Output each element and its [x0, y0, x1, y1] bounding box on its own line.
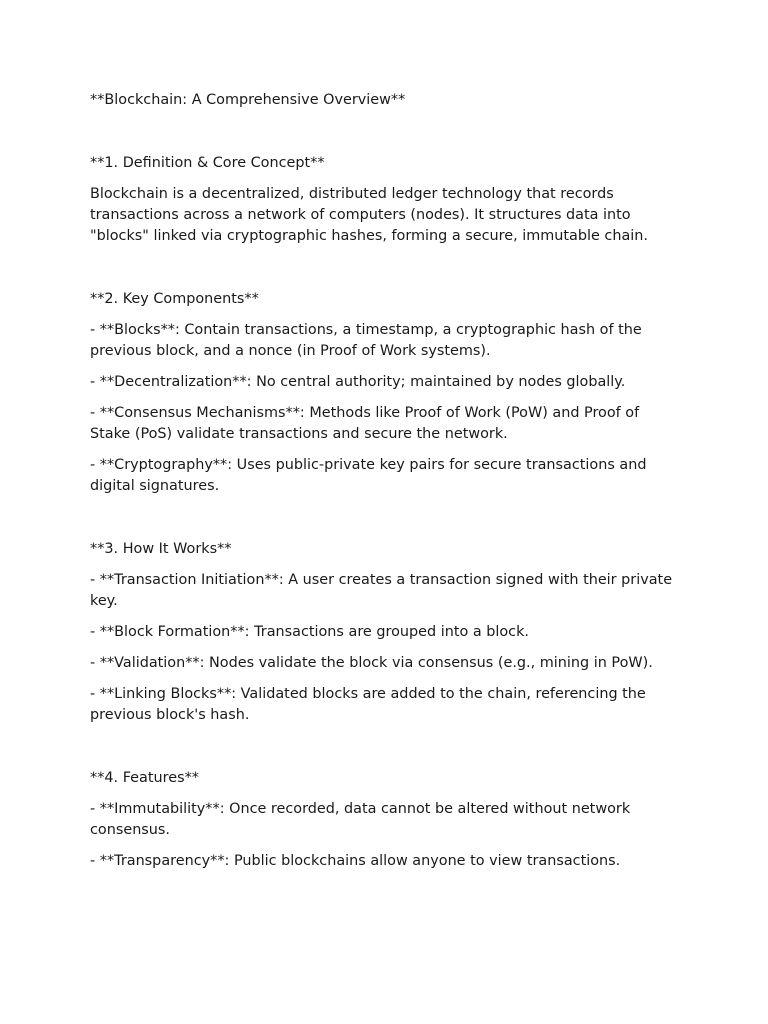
list-item: - **Cryptography**: Uses public-private key pairs for secure transactions and digital signatures.: [90, 457, 647, 494]
list-item: - **Transparency**: Public blockchains allow anyone to view transactions.: [90, 853, 621, 869]
section-features: [90, 768, 678, 872]
list-item: - **Consensus Mechanisms**: Methods like Proof of Work (PoW) and Proof of Stake (PoS) validate transactions and secure the network.: [90, 405, 640, 442]
section-heading: **1. Definition & Core Concept**: [90, 155, 325, 171]
section-heading: **3. How It Works**: [90, 541, 232, 557]
list-item: - **Decentralization**: No central authority; maintained by nodes globally.: [90, 374, 626, 390]
list-item: - **Block Formation**: Transactions are grouped into a block.: [90, 624, 529, 640]
list-item: - **Validation**: Nodes validate the block via consensus (e.g., mining in PoW).: [90, 655, 653, 671]
list-item: - **Linking Blocks**: Validated blocks are added to the chain, referencing the previous block's hash.: [90, 686, 646, 723]
paragraph: Blockchain is a decentralized, distributed ledger technology that records transactions across a network of computers (nodes). It structures data into "blocks" linked via cryptographic hashes, forming a secure, immutable chain.: [90, 186, 648, 244]
section-heading: **2. Key Components**: [90, 291, 259, 307]
section-heading: **4. Features**: [90, 770, 199, 786]
document-title: **Blockchain: A Comprehensive Overview**: [90, 92, 406, 108]
section-definition: [90, 153, 678, 247]
section-how-it-works: [90, 539, 678, 726]
list-item: - **Transaction Initiation**: A user creates a transaction signed with their private key.: [90, 572, 673, 609]
list-item: - **Immutability**: Once recorded, data cannot be altered without network consensus.: [90, 801, 631, 838]
list-item: - **Blocks**: Contain transactions, a timestamp, a cryptographic hash of the previous block, and a nonce (in Proof of Work systems).: [90, 322, 642, 359]
section-key-components: [90, 289, 678, 497]
